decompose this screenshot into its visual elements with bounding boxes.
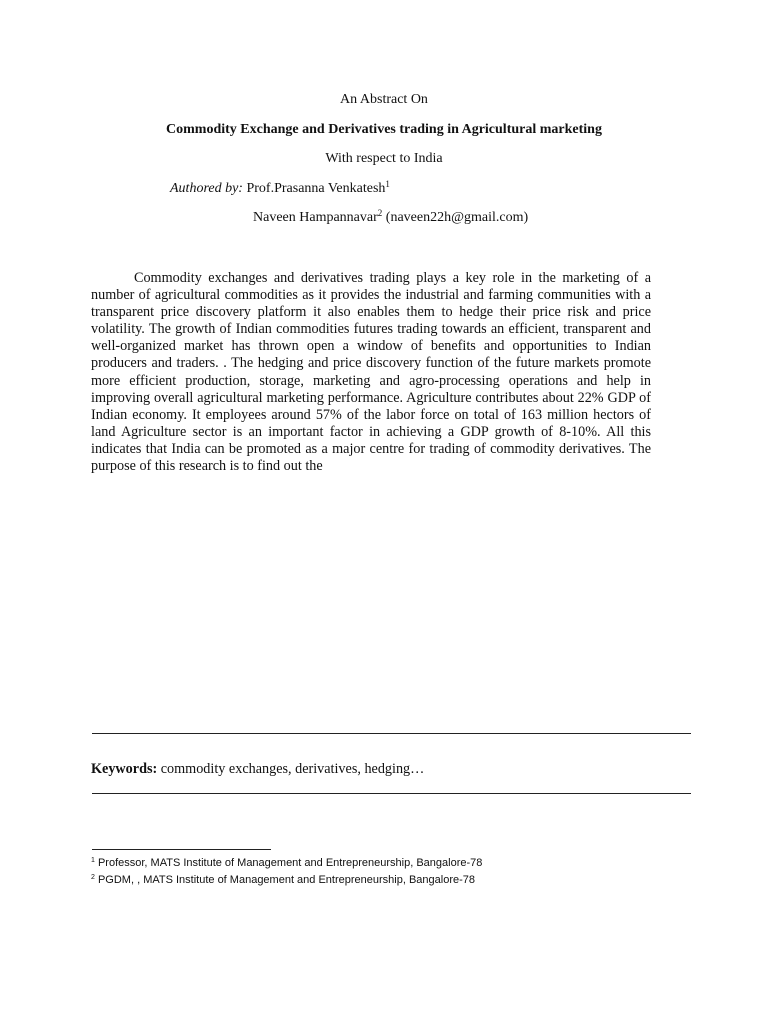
keywords-value: commodity exchanges, derivatives, hedging…: [160, 761, 425, 777]
footnote-text: PGDM, , MATS Institute of Management and Entrepreneurship, Bangalore-78: [97, 874, 476, 886]
first-author-line: [170, 180, 390, 198]
paper-title: Commodity Exchange and Derivatives trading in Agricultural marketing: [166, 122, 602, 137]
second-author-line: [253, 209, 528, 227]
keywords-line: [91, 760, 424, 778]
keywords-label: Keywords:: [91, 761, 158, 777]
footnote-text: Professor, MATS Institute of Management and Entrepreneurship, Bangalore-78: [97, 857, 483, 869]
abstract-body: Commodity exchanges and derivatives trading plays a key role in the marketing of a number of agricultural commodities as it provides the industrial and farming communities with a transparent price discovery platform it also enables them to hedge their price risk and price volatility. The growth of Indian commodities futures trading towards an efficient, transparent and well-organized market has thrown open a window of benefits and opportunities to Indian producers and traders. . The hedging and price discovery function of the future markets promote more efficient production, storage, marketing and agro-processing operations and help in improving overall agricultural marketing performance. Agriculture contributes about 22% GDP of Indian economy. It employees around 57% of the labor force on total of 163 million hectors of land Agriculture sector is an important factor in achieving a GDP growth of 8-10%. All this indicates that India can be promoted as a major centre for trading of commodity derivatives. The purpose of this research is to find out the: [91, 270, 651, 475]
second-author-email: (naveen22h@gmail.com): [385, 210, 529, 225]
first-author-name: Prof.Prasanna Venkatesh: [246, 181, 386, 196]
abstract-heading: An Abstract On: [340, 92, 428, 107]
authored-by-label: Authored by:: [170, 181, 243, 196]
second-author-name: Naveen Hampannavar: [253, 210, 378, 225]
footnote-1: [91, 856, 482, 870]
footnote-2: [91, 873, 475, 887]
first-author-footnote-mark: 1: [385, 179, 390, 189]
keywords-bottom-rule: [92, 793, 691, 794]
second-author-footnote-mark: 2: [377, 208, 383, 218]
keywords-top-rule: [92, 733, 691, 734]
footnote-separator: [92, 849, 271, 850]
footnote-mark: 1: [91, 857, 95, 864]
paper-subtitle: With respect to India: [325, 151, 443, 166]
footnote-mark: 2: [91, 874, 95, 881]
